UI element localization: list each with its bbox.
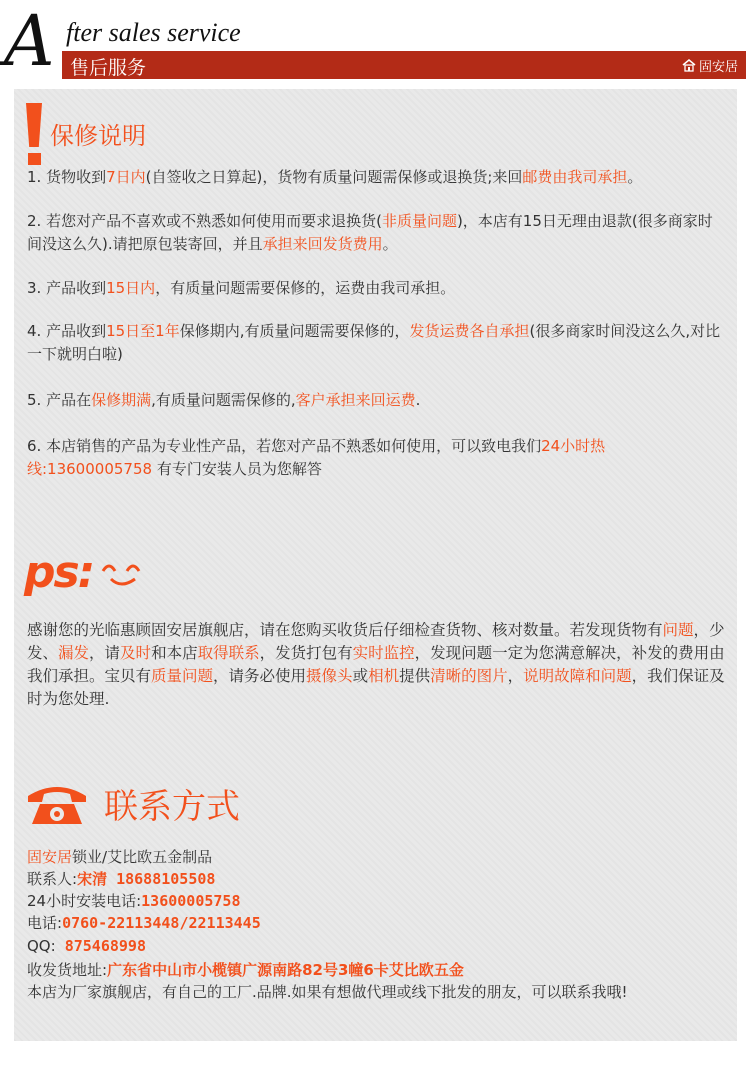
item-highlight: 非质量问题 <box>381 212 457 230</box>
header-big-letter: A <box>4 0 55 82</box>
item-highlight: 承担来回发货费用 <box>262 235 383 253</box>
company-brand: 固安居 <box>27 848 73 866</box>
note-text: 本店为厂家旗舰店，有自己的工厂.品牌.如果有想做代理或线下批发的朋友，可以联系我哦! <box>27 983 628 1001</box>
ps-highlight: 说明故障和问题 <box>523 667 632 685</box>
ps-label: ps: <box>24 547 94 598</box>
item-text: (自签收之日算起)，货物有质量问题需保修或退换货;来回 <box>145 168 523 186</box>
ps-highlight: 取得联系 <box>197 644 260 662</box>
ps-text: 和本店 <box>151 644 198 662</box>
ps-highlight: 摄像头 <box>306 667 353 685</box>
title-bar <box>62 51 746 79</box>
item-highlight: 保修期满 <box>91 391 152 409</box>
item-highlight: 发货运费各自承担 <box>409 322 530 340</box>
ps-highlight: 质量问题 <box>151 667 214 685</box>
item-text: 6. 本店销售的产品为专业性产品，若您对产品不熟悉如何使用，可以致电我们 <box>27 437 542 455</box>
company-rest: 锁业/艾比欧五金制品 <box>72 848 213 866</box>
item-text: 。 <box>627 168 643 186</box>
item-text: 1. 货物收到 <box>27 168 107 186</box>
person-label: 联系人: <box>27 870 78 888</box>
ps-text: ，请 <box>89 644 121 662</box>
item-text: . <box>415 391 421 409</box>
item-text: 5. 产品在 <box>27 391 92 409</box>
install-value: 13600005758 <box>141 892 241 910</box>
warranty-item-3 <box>27 277 727 300</box>
item-text: ,有质量问题需保修的, <box>151 391 296 409</box>
smile-icon <box>99 557 157 589</box>
item-text: )，本店有15日无理由退款(很多商家时间没这么久).请把原包装寄回，并且 <box>27 212 713 253</box>
brand-name: 固安居 <box>698 60 738 75</box>
warranty-item-1 <box>27 166 727 189</box>
item-text: 2. 若您对产品不喜欢或不熟悉如何使用而要求退换货( <box>27 212 382 230</box>
ps-text: ， <box>507 667 524 685</box>
ps-highlight: 清晰的图片 <box>430 667 508 685</box>
item-text: 3. 产品收到 <box>27 279 107 297</box>
ps-text: 或 <box>352 667 369 685</box>
item-text: 4. 产品收到 <box>27 322 107 340</box>
ps-text: 提供 <box>399 667 431 685</box>
ps-highlight: 实时监控 <box>352 644 415 662</box>
ps-text: ，发现问题一定为您满意解决，补发的费用由我们承担。宝贝有 <box>27 644 725 685</box>
ps-highlight: 漏发 <box>58 644 90 662</box>
person-value: 宋清 18688105508 <box>77 870 216 888</box>
install-label: 24小时安装电话: <box>27 892 142 910</box>
contact-address <box>27 959 737 981</box>
warranty-heading <box>26 103 146 167</box>
telephone-icon <box>26 782 88 826</box>
item-highlight: 15日内 <box>106 279 156 297</box>
contact-company <box>27 846 737 868</box>
ps-paragraph <box>27 619 727 711</box>
brand-badge <box>682 56 738 75</box>
hotline-highlight: 24小时热线:13600005758 <box>27 437 606 478</box>
address-label: 收发货地址: <box>27 961 108 979</box>
item-text: ，有质量问题需要保修的，运费由我司承担。 <box>155 279 456 297</box>
exclamation-icon <box>26 103 44 167</box>
ps-highlight: 及时 <box>120 644 152 662</box>
phone-value: 0760-22113448/22113445 <box>62 914 261 932</box>
page-title: 售后服务 <box>70 57 147 79</box>
address-value: 广东省中山市小榄镇广源南路82号3幢6卡艾比欧五金 <box>107 961 464 979</box>
warranty-item-6 <box>27 435 727 481</box>
house-icon <box>682 59 696 72</box>
ps-text: ，少发、 <box>27 621 725 662</box>
item-highlight: 邮费由我司承担 <box>522 168 628 186</box>
ps-heading <box>24 547 157 598</box>
qq-label: QQ: <box>27 937 56 955</box>
contact-qq <box>27 935 737 957</box>
ps-text: ，我们保证及时为您处理. <box>27 667 725 708</box>
item-text: 保修期内,有质量问题需要保修的， <box>179 322 410 340</box>
qq-value: 875468998 <box>55 937 146 955</box>
phone-label: 电话: <box>27 914 63 932</box>
ps-highlight: 相机 <box>368 667 400 685</box>
contact-phone <box>27 912 737 934</box>
item-text: 有专门安装人员为您解答 <box>152 460 322 478</box>
ps-text: ，请务必使用 <box>213 667 307 685</box>
warranty-item-5 <box>27 389 727 412</box>
ps-text: 感谢您的光临惠顾固安居旗舰店，请在您购买收货后仔细检查货物、核对数量。若发现货物有 <box>27 621 663 639</box>
header-english-title: fter sales service <box>66 18 241 47</box>
ps-text: ，发货打包有 <box>259 644 353 662</box>
contact-install-phone <box>27 890 737 912</box>
warranty-heading-text: 保修说明 <box>50 122 146 150</box>
item-highlight: 客户承担来回运费 <box>295 391 416 409</box>
ps-highlight: 问题 <box>662 621 694 639</box>
item-text: (很多商家时间没这么久,对比一下就明白啦) <box>27 322 721 363</box>
content-panel <box>14 89 737 1041</box>
warranty-item-2 <box>27 210 727 256</box>
contact-note <box>27 981 737 1003</box>
item-text: 。 <box>382 235 398 253</box>
warranty-item-4 <box>27 320 727 366</box>
header <box>0 0 750 82</box>
contact-person <box>27 868 737 890</box>
contact-heading-text: 联系方式 <box>104 787 240 827</box>
item-highlight: 7日内 <box>106 168 146 186</box>
item-highlight: 15日至1年 <box>106 322 180 340</box>
contact-heading <box>26 779 240 828</box>
